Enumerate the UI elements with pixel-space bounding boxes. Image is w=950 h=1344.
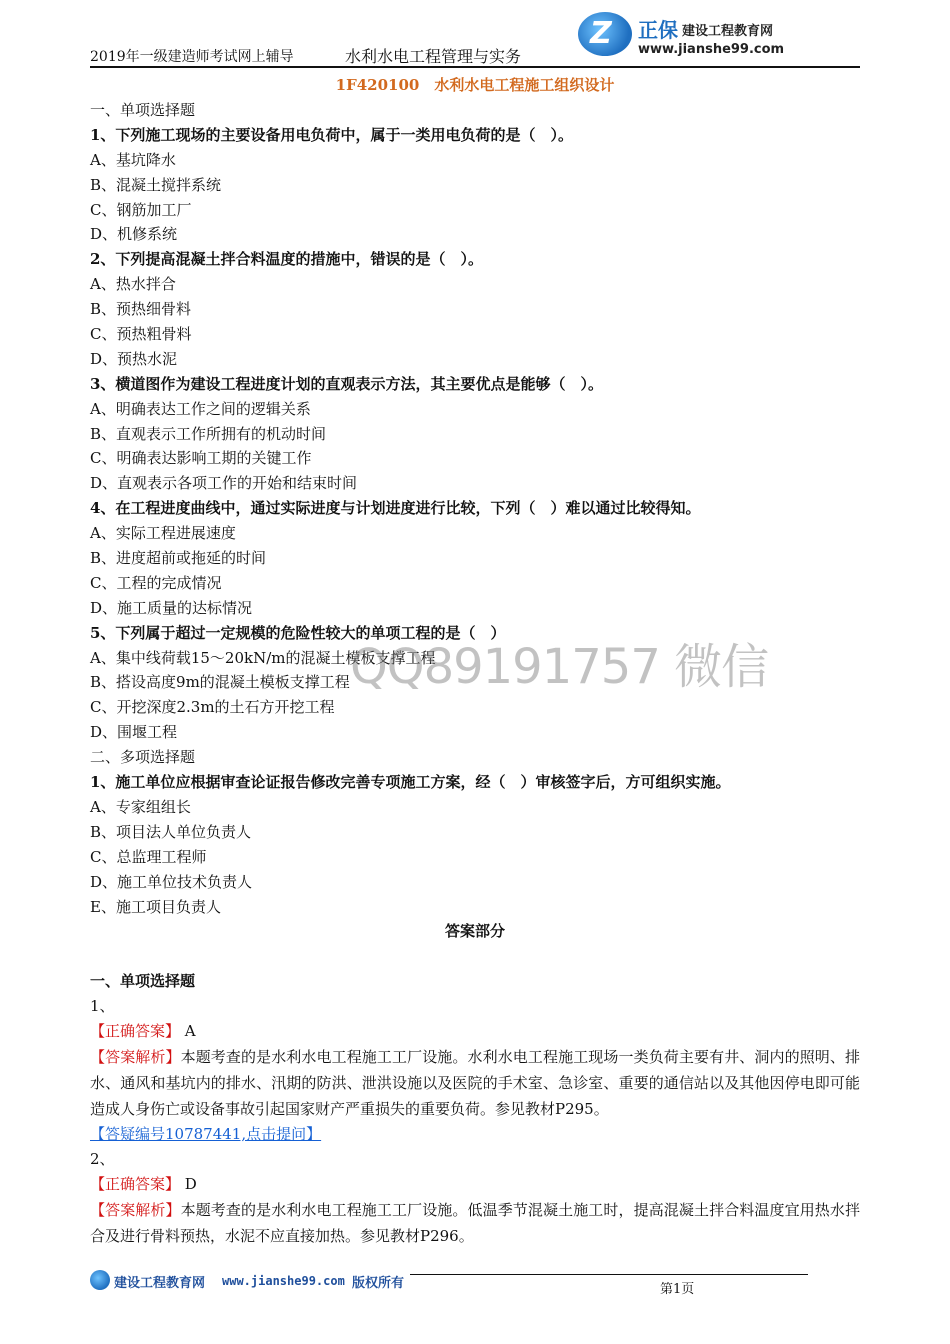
- answer-num: 1、: [90, 997, 115, 1016]
- option-item: A、实际工程进展速度: [90, 524, 236, 543]
- part-heading-multi: 二、多项选择题: [90, 748, 196, 767]
- option-item: C、工程的完成情况: [90, 573, 222, 592]
- part-heading-single: 一、单项选择题: [90, 101, 196, 119]
- footer-divider: [410, 1274, 808, 1275]
- header-divider: [90, 66, 860, 68]
- option-item: C、明确表达影响工期的关键工作: [90, 449, 312, 468]
- option-item: D、围堰工程: [90, 723, 178, 742]
- watermark: QQ89191757 微信: [350, 639, 769, 695]
- correct-answer-value: A: [184, 1021, 196, 1040]
- logo-url: www.jianshe99.com: [638, 42, 785, 57]
- correct-answer-row: [90, 1019, 860, 1044]
- option-item: A、明确表达工作之间的逻辑关系: [90, 399, 311, 418]
- option-item: B、搭设高度9m的混凝土模板支撑工程: [90, 673, 350, 692]
- page-number: 第1页: [660, 1282, 695, 1297]
- option-item: D、机修系统: [90, 225, 178, 244]
- option-item: D、预热水泥: [90, 349, 178, 368]
- analysis-text: 本题考查的是水利水电工程施工工厂设施。水利水电工程施工现场一类负荷主要有井、洞内的照明、排水、通风和基坑内的排水、汛期的防洪、泄洪设施以及医院的手术室、急诊室、重要的通信站以及其他因停电即可能造成人身伤亡或设备事故引起国家财产严重损失的重要负荷。参见教材P295。: [90, 1047, 860, 1118]
- answer-num: 2、: [90, 1149, 115, 1168]
- logo-subtitle: 建设工程教育网: [682, 24, 774, 39]
- multi-options: [90, 795, 860, 919]
- correct-answer-row: [90, 1172, 860, 1197]
- option-item: D、施工质量的达标情况: [90, 598, 253, 617]
- brand-logo: [578, 8, 788, 64]
- question-stem: 2、下列提高混凝土拌合料温度的措施中，错误的是（ ）。: [90, 250, 483, 269]
- answer-analysis: [90, 1044, 860, 1122]
- logo-brand: 正保: [638, 18, 678, 42]
- analysis-label: 【答案解析】: [90, 1047, 181, 1066]
- correct-answer-label: 【正确答案】: [90, 1174, 181, 1193]
- option-item: B、直观表示工作所拥有的机动时间: [90, 424, 327, 443]
- question-stem: 1、下列施工现场的主要设备用电负荷中，属于一类用电负荷的是（ ）。: [90, 125, 573, 144]
- answer-analysis: [90, 1197, 860, 1249]
- option-item: D、直观表示各项工作的开始和结束时间: [90, 474, 358, 493]
- option-item: B、进度超前或拖延的时间: [90, 549, 267, 568]
- option-item: A、集中线荷载15～20kN/m的混凝土模板支撑工程: [90, 648, 436, 667]
- option-item: A、热水拌合: [90, 275, 176, 294]
- logo-icon: Z: [578, 12, 632, 56]
- analysis-text: 本题考查的是水利水电工程施工工厂设施。低温季节混凝土施工时，提高混凝土拌合料温度宜用热水拌合及进行骨料预热，水泥不应直接加热。参见教材P296。: [90, 1200, 860, 1245]
- multi-question: 1、施工单位应根据审查论证报告修改完善专项施工方案，经（ ）审核签字后，方可组织实施。: [90, 773, 731, 792]
- option-item: C、预热粗骨料: [90, 325, 192, 344]
- option-item: C、钢筋加工厂: [90, 200, 192, 219]
- question-stem: 4、在工程进度曲线中，通过实际进度与计划进度进行比较，下列（ ）难以通过比较得知。: [90, 499, 701, 518]
- analysis-label: 【答案解析】: [90, 1200, 181, 1219]
- option-item: B、项目法人单位负责人: [90, 822, 252, 841]
- answers-part-heading: 一、单项选择题: [90, 972, 196, 991]
- ask-question-link[interactable]: 【答疑编号10787441,点击提问】: [90, 1124, 322, 1143]
- option-item: E、施工项目负责人: [90, 897, 221, 916]
- subject-title: 水利水电工程管理与实务: [345, 47, 522, 66]
- option-item: A、专家组组长: [90, 797, 191, 816]
- footer-site: 建设工程教育网: [114, 1276, 206, 1291]
- question-stem: 3、横道图作为建设工程进度计划的直观表示方法，其主要优点是能够（ ）。: [90, 374, 603, 393]
- option-item: C、开挖深度2.3m的土石方开挖工程: [90, 698, 335, 717]
- page-footer: [90, 1268, 860, 1308]
- course-title: 2019年一级建造师考试网上辅导: [90, 49, 294, 65]
- footer-copyright: 版权所有: [352, 1276, 405, 1291]
- correct-answer-label: 【正确答案】: [90, 1021, 181, 1040]
- correct-answer-value: D: [184, 1174, 197, 1193]
- question-stem: 5、下列属于超过一定规模的危险性较大的单项工程的是（ ）: [90, 623, 506, 642]
- option-item: B、预热细骨料: [90, 300, 192, 319]
- option-item: C、总监理工程师: [90, 847, 207, 866]
- answers-title: 答案部分: [444, 922, 505, 941]
- footer-logo-icon: [90, 1270, 110, 1290]
- footer-url: www.jianshe99.com: [222, 1274, 345, 1288]
- section-title: 1F420100 水利水电工程施工组织设计: [335, 76, 615, 94]
- option-item: A、基坑降水: [90, 150, 176, 169]
- option-item: D、施工单位技术负责人: [90, 872, 253, 891]
- option-item: B、混凝土搅拌系统: [90, 175, 222, 194]
